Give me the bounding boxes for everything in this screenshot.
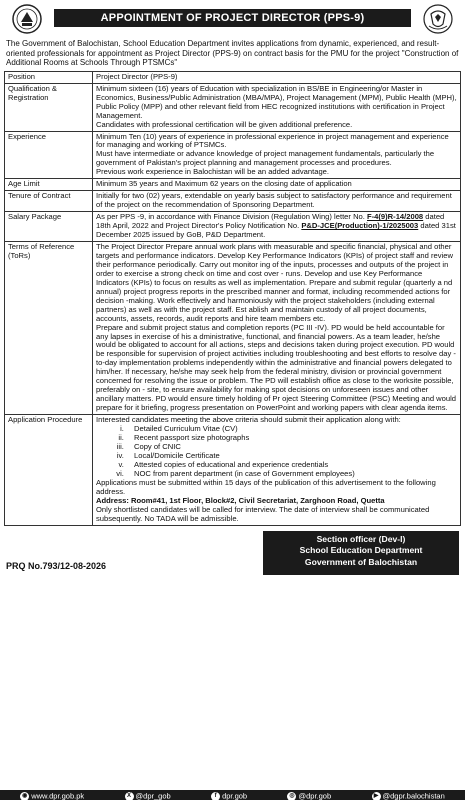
table-row	[5, 191, 461, 212]
list-item: iv. Local/Domicile Certificate	[126, 452, 457, 461]
row-value: Initially for two (02) years, extendable on yearly basis subject to satisfactory performance and requirement of the project on the recommendation of Sponsoring Department.	[93, 191, 461, 212]
salary-text: No.	[353, 212, 365, 222]
row-value	[93, 241, 461, 414]
instagram-icon: ◎	[289, 792, 295, 799]
salary-text: dated 18th April, 2022 and Project Director's Policy Notification	[96, 212, 445, 231]
shortlist-text: Only shortlisted candidates will be called for interview. The date of interview shall be communicated subsequently. No TADA will be admissible.	[96, 504, 430, 523]
row-value	[93, 131, 461, 179]
prq-number: PRQ No.793/12-08-2026	[6, 560, 107, 571]
social-x[interactable]: X @dpr_gob	[125, 792, 171, 800]
list-item: v. Attested copies of educational and experience credentials	[126, 461, 457, 470]
experience-text: Minimum Ten (10) years of experience in professional experience in project management and experience for managing and working of PTSMCs.	[96, 131, 449, 150]
list-item: iii. Copy of CNIC	[126, 443, 457, 452]
salary-text: No.	[287, 221, 300, 231]
table-row	[5, 212, 461, 242]
officer-government: Government of Balochistan	[304, 556, 418, 567]
officer-designation: Section officer (Dev-I)	[316, 533, 406, 544]
list-item: vi. NOC from parent department (in case of Government employees)	[126, 470, 457, 479]
social-bar	[0, 790, 465, 800]
tors-paragraph: Prepare and submit project status and completion reports (PC III -IV). PD would be held accountable for any lapses in exercise of his a dministrative, functional, and financial powers. As a team leader, he/she would be obligated to account for all actions, steps and decisions taken during project execution. PD would be responsible for supervision of project activities including troubleshooting and best efforts to resolve day -to-day implementation problems independently within the administrative and financial powers delegated to him/her. If necessary, he/she may seek help from the federal ministry, division or provincial government concerned for resolving the issue or problem. The PD will establish office as close to the worksite possible, preferably on - site, to ensure availability for making spot decisions on unforeseen issues and other ancillary matters. PD would ensure timely holding of Pr oject Steering Committee (PSC) Meeting and would prepare for it briefing, progress presentation on PowerPoint and working papers with clear agenda items.	[96, 322, 457, 413]
row-label: Tenure of Contract	[5, 191, 93, 212]
table-row	[5, 179, 461, 191]
row-label: Experience	[5, 131, 93, 179]
row-value	[93, 83, 461, 131]
documents-list	[126, 425, 457, 479]
details-table	[4, 71, 461, 526]
row-value: Minimum 35 years and Maximum 62 years on the closing date of application	[93, 179, 461, 191]
intro-paragraph: The Government of Balochistan, School Education Department invites applications from dynamic, experienced, and result-oriented professionals for appointment as Project Director (PPS-9) on contract basis for the PMU for the project "Construction of Additional Rooms at Schools Through PTSMCs"	[6, 39, 459, 68]
salary-text: As per PPS -9, in accordance with Finance Division (Regulation Wing) letter	[96, 212, 351, 222]
footer	[4, 528, 461, 583]
row-label: Terms of Reference (ToRs)	[5, 241, 93, 414]
officer-block	[263, 531, 459, 575]
list-item: i. Detailed Curriculum Vitae (CV)	[126, 425, 457, 434]
social-instagram[interactable]: ◎ @dpr.gob	[289, 791, 332, 800]
experience-text: Previous work experience in Balochistan will be an added advantage.	[96, 167, 330, 177]
row-label: Position	[5, 71, 93, 83]
qualification-note: Candidates with professional certification will be given additional preference.	[96, 119, 353, 129]
row-value	[93, 212, 461, 242]
youtube-icon: ▶	[372, 792, 381, 800]
tors-paragraph: The Project Director Prepare annual work plans with measurable and specific financial, physical and other targets and performance indicators. Develop Key Performance Indicators (KPIs) of project staff and review their performance periodically. Carry out monitor ing of the inputs, processes and outputs of the project in order to exercise a strong check on time and cost over - runs. Develop and use Key Performance Indicators (KPIs) to focus on results as well as implementation. Prepare and submit regular (quarterly a nd annual) project progress reports in the prescribed manner and format, including recommended actions for decision -making. Work effectively and harmoniously with the project stakeholders (including external partners) as well as with the project staff. Est ablish and maintain custody of all project documents, accounts, assets, records, audit reports and hire team members etc.	[96, 241, 453, 323]
qualification-text: Minimum sixteen (16) years of Education with specialization in BS/BE in Engineering/or Master in Economics, Business/Public Administration (MBA/MPA), Project Management (MPM), Public Health (MPH), Public Policy (MPP) and other relevant field from HEC recognized institutions with certification in Project Management.	[96, 83, 457, 120]
row-label: Application Procedure	[5, 415, 93, 525]
government-emblem-icon	[423, 4, 453, 34]
globe-icon: ◉	[22, 792, 28, 799]
salary-text: dated 31st December 2025 issued by GoB, P&D Department.	[96, 221, 456, 240]
table-row	[5, 415, 461, 525]
table-row	[5, 131, 461, 179]
balochistan-emblem-icon	[12, 4, 42, 34]
row-label: Age Limit	[5, 179, 93, 191]
social-website[interactable]: ◉ www.dpr.gob.pk	[22, 791, 85, 800]
row-value	[93, 415, 461, 525]
application-intro: Interested candidates meeting the above criteria should submit their application along with:	[96, 415, 401, 425]
social-facebook[interactable]: f dpr.gob	[211, 792, 247, 800]
page-title: APPOINTMENT OF PROJECT DIRECTOR (PPS-9)	[54, 9, 411, 27]
row-label: Salary Package	[5, 212, 93, 242]
header	[4, 3, 461, 37]
row-value: Project Director (PPS-9)	[93, 71, 461, 83]
notification-number: P&D-JCE(Production)-1/2025003	[301, 221, 419, 231]
x-icon: X	[125, 792, 134, 800]
letter-number: F-4(9)R-14/2008	[367, 212, 424, 222]
address-text: Address: Room#41, 1st Floor, Block#2, Civil Secretariat, Zarghoon Road, Quetta	[96, 495, 385, 505]
table-row	[5, 241, 461, 414]
submission-text: Applications must be submitted within 15 days of the publication of this advertisement to the following address.	[96, 477, 436, 496]
table-row	[5, 71, 461, 83]
experience-text: Must have intermediate or advance knowledge of project management fundamentals, particularly the government of Pakistan's project planning and management processes and procedures.	[96, 149, 435, 168]
social-youtube[interactable]: ▶ @dgpr.balochistan	[372, 792, 445, 800]
list-item: ii. Recent passport size photographs	[126, 434, 457, 443]
facebook-icon: f	[211, 792, 220, 800]
table-row	[5, 83, 461, 131]
row-label: Qualification & Registration	[5, 83, 93, 131]
officer-department: School Education Department	[299, 545, 423, 556]
